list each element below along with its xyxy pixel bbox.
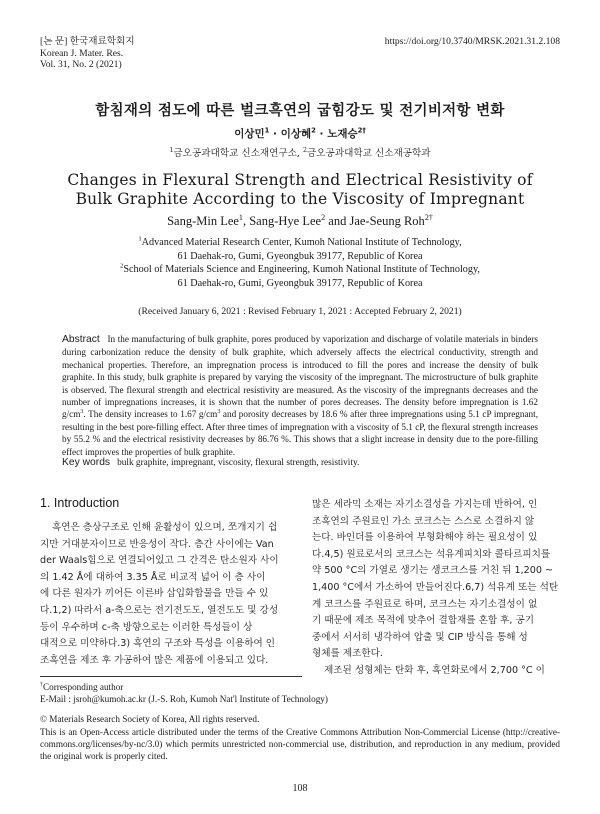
- author-ko-2: 이상혜: [280, 128, 312, 140]
- aff-en-line2: 61 Daehak-ro, Gumi, Gyeongbuk 39177, Republic of Korea: [177, 250, 423, 262]
- aff-ko-2: 금오공과대학교 신소재공학과: [307, 148, 431, 159]
- paragraph-line: 많은 세라믹 소재는 자기소결성을 가지는데 반하여, 인: [312, 499, 538, 510]
- author-ko-1: 이상민: [234, 128, 265, 140]
- author-en-2: Sang-Hye Lee: [249, 214, 322, 228]
- author-ko-3-sup: 2†: [357, 126, 366, 135]
- footnotes: [40, 681, 560, 762]
- author-email: E-Mail : jsroh@kumoh.ac.kr (J.-S. Roh, Kumoh Nat'l Institute of Technology): [40, 694, 328, 705]
- keywords: [62, 457, 538, 468]
- corresponding-author: Corresponding author: [42, 682, 124, 692]
- paragraph-line: 제조된 성형체는 탄화 후, 흑연화로에서 2,700 °C 이: [324, 664, 545, 676]
- paragraph-line: 중에서 서서히 냉각하여 압출 및 CIP 방식을 통해 성: [312, 631, 528, 643]
- author-ko-2-sup: 2: [311, 126, 316, 135]
- author-en-1: Sang-Min Lee: [167, 214, 239, 228]
- paragraph-line: 대적으로 미약하다.3) 흑연의 구조와 특성을 이용하여 인: [40, 638, 276, 650]
- author-sep: ·: [269, 128, 281, 140]
- title-english-line2: Bulk Graphite According to the Viscosity of Impregnant: [75, 190, 525, 208]
- author-ko-1-sup: 1: [264, 126, 270, 135]
- left-column: [40, 520, 302, 669]
- received-dates: (Received January 6, 2021 : Revised February 1, 2021 : Accepted February 2, 2021): [138, 306, 462, 317]
- author-ko-3: 노재승: [327, 128, 358, 140]
- paragraph-line: 조흑연의 주원료인 가소 코크스는 스스로 소결하지 않: [312, 515, 535, 527]
- journal-header: [40, 36, 135, 71]
- aff-en-line1: Advanced Material Research Center, Kumoh National Institute of Technology,: [141, 237, 462, 248]
- paragraph-line: 약 500 °C의 가열로 생기는 생코크스를 거친 뒤 1,200 ~: [312, 565, 554, 577]
- paragraph-line: 에 다른 원자가 끼어든 이른바 삽입화합물을 만들 수 있: [40, 588, 269, 600]
- volume-issue: Vol. 31, No. 2 (2021): [40, 59, 122, 71]
- author-conj: and: [325, 214, 350, 228]
- author-en-3: Jae-Seung Roh: [349, 214, 425, 228]
- journal-name-en: Korean J. Mater. Res.: [40, 47, 124, 59]
- abstract-sup: 3: [217, 409, 221, 416]
- paragraph-line: 등이 우수하며 c-축 방향으로는 이러한 특성들이 상: [40, 621, 253, 633]
- paragraph-line: 다.4,5) 원료로서의 코크스는 석유계피치와 콜타르피치를: [312, 548, 551, 560]
- paragraph-line: der Waals힘으로 연결되어있고 그 간격은 탄소원자 사이: [40, 555, 279, 567]
- paragraph-line: 의 1.42 Å에 대하여 3.35 Å로 비교적 넓어 이 층 사이: [40, 571, 266, 583]
- affiliations-english: [0, 236, 600, 290]
- paragraph-line: 계 코크스를 주원료로 하며, 코크스는 자기소결성이 없: [312, 598, 538, 610]
- author-sep: ·: [315, 128, 328, 140]
- abstract-text-2: . The density increases to 1.67 g/cm: [83, 409, 218, 420]
- authors-english: Sang-Min Lee$^1$, Sang-Hye Lee$^2$ and Jae-Seung Roh$^{2\dagger}$: [167, 212, 433, 228]
- aff-ko-sup-1: 1: [169, 146, 174, 154]
- page-number: 108: [292, 783, 308, 794]
- abstract-sup: 3: [80, 409, 84, 416]
- doi-link[interactable]: https://doi.org/10.3740/MRSK.2021.31.2.108: [384, 36, 560, 47]
- paragraph-line: 지만 거대분자이므로 반응성이 작다. 층간 사이에는 Van: [40, 538, 274, 550]
- aff-en-sup-2: 2: [120, 262, 124, 270]
- aff-en-line4: 61 Daehak-ro, Gumi, Gyeongbuk 39177, Republic of Korea: [177, 277, 423, 289]
- abstract-text: In the manufacturing of bulk graphite, pores produced by vaporization and discharge of volatile materials in binders during carbonization reduce the density of bulk graphite, which adversely affects the electrical conductivity, strength and mechanical properties. Therefore, an impregnation process is introduced to fill the pores and increase the density of bulk graphite. In this study, bulk graphite is prepared by varying the viscosity of the impregnant. The microstructure of bulk graphite is observed. The flexural strength and electrical resistivity are measured. As the viscosity of the impregnants decreases and the number of impregnations increases, it is shown that the number of pores decreases. The density before impregnation is 1.62 g/cm: [62, 334, 539, 420]
- license-notice: This is an Open-Access article distributed under the terms of the Creative Commons Attribution Non-Commercial License (http://creative-commons.org/licenses/by-nc/3.0) which permits unrestricted non-commercial use, distribution, and reproduction in any medium, provided the original work is properly cited.: [40, 726, 560, 762]
- paragraph-line: 다.1,2) 따라서 a-축으로는 전기전도도, 열전도도 및 강성: [40, 604, 279, 616]
- copyright-notice: © Materials Research Society of Korea, All rights reserved.: [40, 714, 260, 725]
- aff-en-line3: School of Materials Science and Engineering, Kumoh National Institute of Technology,: [123, 264, 480, 276]
- abstract-text-3: and porosity decreases by 18.6 % after three impregnations using 5.1 cP impregnant, resulting in the best pore-filling effect. After three times of impregnation with a viscosity of 5.1 cP, the flexural strength increases by 55.2 % and the electrical resistivity decreases by 86.76 %. This shows that a slight increase in density due to the pore-filling effect improves the properties of bulk graphite.: [62, 409, 539, 457]
- aff-en-sup-1: 1: [138, 235, 142, 243]
- corresponding-mark: †: [40, 681, 43, 688]
- keywords-text: bulk graphite, impregnant, viscosity, flexural strength, resistivity.: [117, 458, 360, 468]
- paragraph-line: 1,400 °C에서 가소하여 만들어진다.6,7) 석유계 또는 석탄: [312, 581, 559, 593]
- author-en-3-sup: 2†: [424, 212, 433, 222]
- author-en-2-sup: 2: [321, 212, 326, 222]
- paragraph-line: 형체를 제조한다.: [312, 648, 383, 660]
- section-heading-introduction: 1. Introduction: [40, 496, 120, 510]
- abstract-label: Abstract: [62, 334, 100, 345]
- title-english: [0, 171, 600, 209]
- footnote-divider: [40, 676, 302, 677]
- abstract: [62, 333, 538, 458]
- aff-ko-1: 금오공과대학교 신소재연구소,: [173, 148, 304, 159]
- title-english-line1: Changes in Flexural Strength and Electrical Resistivity of: [67, 171, 533, 189]
- paragraph-line: 조흑연을 제조 후 가공하여 많은 제품에 이용되고 있다.: [40, 654, 269, 666]
- paragraph-line: 기 때문에 제조 목적에 맞추어 결합재를 혼합 후, 공기: [312, 615, 535, 627]
- right-column: [312, 497, 574, 680]
- journal-name-ko: [논 문] 한국재료학회지: [40, 36, 135, 47]
- aff-ko-sup-2: 2: [303, 146, 308, 154]
- authors-korean: [0, 126, 600, 141]
- title-korean: 함침재의 점도에 따른 벌크흑연의 굽힘강도 및 전기비저항 변화: [95, 103, 505, 119]
- author-en-1-sup: 1: [238, 212, 243, 222]
- paragraph-line: 흑연은 층상구조로 인해 윤활성이 있으며, 쪼개지기 쉽: [52, 522, 278, 533]
- paragraph-line: 는다. 바인더를 이용하여 부형화해야 하는 필요성이 있: [312, 532, 538, 544]
- keywords-label: Key words: [62, 457, 111, 468]
- affiliation-korean: [0, 145, 600, 159]
